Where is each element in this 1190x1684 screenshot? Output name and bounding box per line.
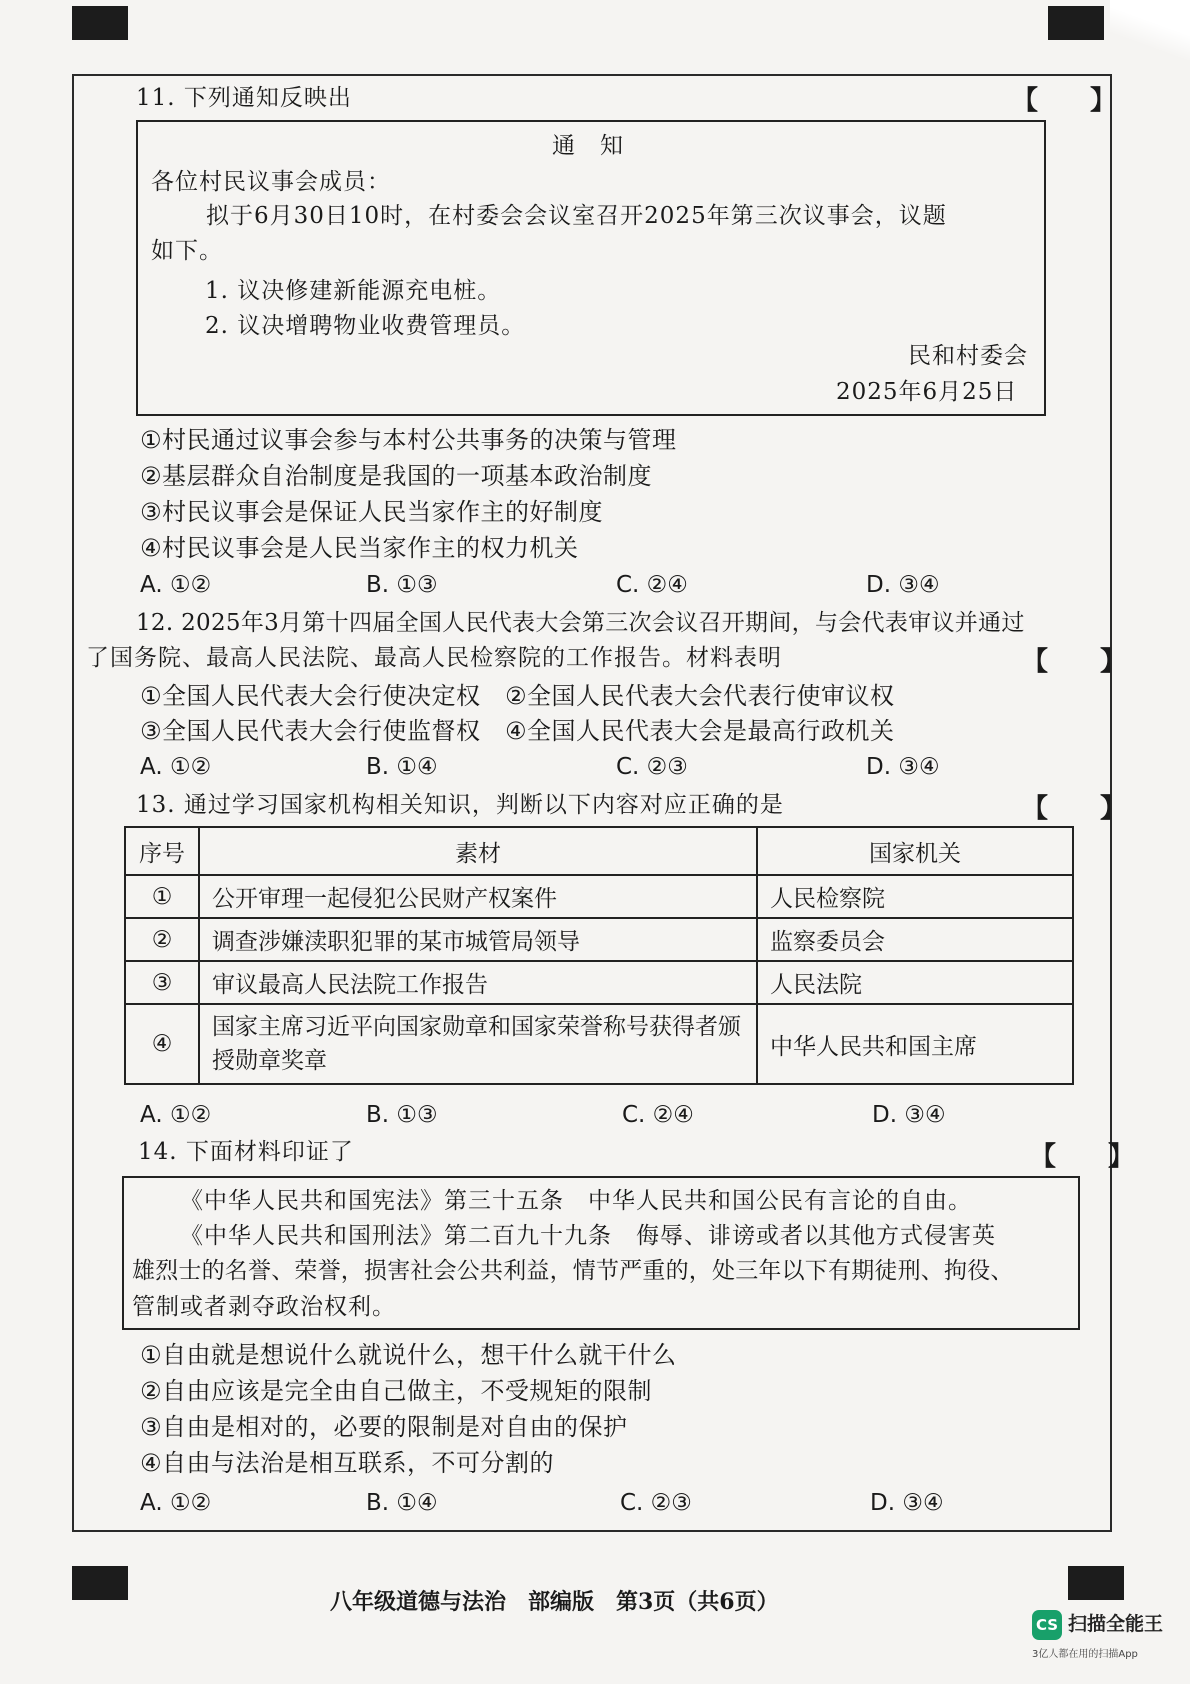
q14-material-line1: 《中华人民共和国宪法》第三十五条 中华人民共和国公民有言论的自由。 xyxy=(180,1188,972,1214)
row-agency: 监察委员会 xyxy=(757,918,1073,961)
row-agency: 中华人民共和国主席 xyxy=(757,1004,1073,1084)
registration-mark-top-left xyxy=(72,6,128,40)
q13-stem: 13. 通过学习国家机构相关知识，判断以下内容对应正确的是 xyxy=(136,792,784,818)
notice-date: 2025年6月25日 xyxy=(836,379,1018,405)
q14-statement-2: ②自由应该是完全由自己做主，不受规矩的限制 xyxy=(140,1377,653,1405)
q11-statement-1: ①村民通过议事会参与本村公共事务的决策与管理 xyxy=(140,426,677,454)
q11-notice-box xyxy=(136,120,1046,416)
q13-table xyxy=(124,826,1074,1085)
row-number: ③ xyxy=(125,961,199,1004)
header-number: 序号 xyxy=(125,827,199,875)
notice-title: 通 知 xyxy=(552,133,624,159)
q11-stem: 11. 下列通知反映出 xyxy=(136,85,352,111)
q14-material-line4: 管制或者剥夺政治权利。 xyxy=(132,1294,396,1320)
q12-option-b[interactable]: B. ①④ xyxy=(366,754,438,780)
q12-option-c[interactable]: C. ②③ xyxy=(616,754,688,780)
table-row xyxy=(125,1004,1073,1084)
table-header-row xyxy=(125,827,1073,875)
registration-mark-top-right xyxy=(1048,6,1104,40)
table-row xyxy=(125,875,1073,918)
q13-option-d[interactable]: D. ③④ xyxy=(872,1102,946,1128)
table-row xyxy=(125,961,1073,1004)
q14-statement-1: ①自由就是想说什么就说什么，想干什么就干什么 xyxy=(140,1341,677,1369)
header-material: 素材 xyxy=(199,827,757,875)
q14-option-d[interactable]: D. ③④ xyxy=(870,1490,944,1516)
q12-statements-row2: ③全国人民代表大会行使监督权 ④全国人民代表大会是最高行政机关 xyxy=(140,717,895,745)
row-material: 公开审理一起侵犯公民财产权案件 xyxy=(199,875,757,918)
q14-option-a[interactable]: A. ①② xyxy=(140,1490,212,1516)
q13-option-a[interactable]: A. ①② xyxy=(140,1102,212,1128)
q14-stem: 14. 下面材料印证了 xyxy=(138,1139,354,1165)
camscanner-name: 扫描全能王 xyxy=(1068,1613,1164,1635)
table-row xyxy=(125,918,1073,961)
q14-material-line3: 雄烈士的名誉、荣誉，损害社会公共利益，情节严重的，处三年以下有期徒刑、拘役、 xyxy=(132,1258,1014,1284)
row-material: 国家主席习近平向国家勋章和国家荣誉称号获得者颁授勋章奖章 xyxy=(199,1004,757,1084)
q14-statement-3: ③自由是相对的，必要的限制是对自由的保护 xyxy=(140,1413,628,1441)
q14-answer-bracket: 【 】 xyxy=(1030,1142,1135,1172)
q11-statement-4: ④村民议事会是人民当家作主的权力机关 xyxy=(140,534,579,562)
q12-statements-row1: ①全国人民代表大会行使决定权 ②全国人民代表大会代表行使审议权 xyxy=(140,682,895,710)
notice-signer: 民和村委会 xyxy=(908,343,1028,369)
notice-item-2: 2. 议决增聘物业收费管理员。 xyxy=(205,313,526,339)
q12-option-a[interactable]: A. ①② xyxy=(140,754,212,780)
registration-mark-bottom-right xyxy=(1068,1566,1124,1600)
row-agency: 人民法院 xyxy=(757,961,1073,1004)
q14-option-c[interactable]: C. ②③ xyxy=(620,1490,692,1516)
notice-body-line1: 拟于6月30日10时，在村委会会议室召开2025年第三次议事会，议题 xyxy=(206,203,947,229)
q14-statement-4: ④自由与法治是相互联系，不可分割的 xyxy=(140,1449,555,1477)
q11-option-a[interactable]: A. ①② xyxy=(140,572,212,598)
q14-material-line2: 《中华人民共和国刑法》第二百九十九条 侮辱、诽谤或者以其他方式侵害英 xyxy=(180,1223,996,1249)
row-number: ④ xyxy=(125,1004,199,1084)
q12-option-d[interactable]: D. ③④ xyxy=(866,754,940,780)
row-agency: 人民检察院 xyxy=(757,875,1073,918)
q11-option-b[interactable]: B. ①③ xyxy=(366,572,438,598)
q11-option-c[interactable]: C. ②④ xyxy=(616,572,688,598)
notice-salutation: 各位村民议事会成员： xyxy=(151,169,391,195)
row-number: ② xyxy=(125,918,199,961)
row-number: ① xyxy=(125,875,199,918)
header-agency: 国家机关 xyxy=(757,827,1073,875)
q11-option-d[interactable]: D. ③④ xyxy=(866,572,940,598)
camscanner-tagline: 3亿人都在用的扫描App xyxy=(1032,1649,1138,1660)
q13-option-c[interactable]: C. ②④ xyxy=(622,1102,694,1128)
q11-answer-bracket: 【 】 xyxy=(1012,86,1117,116)
notice-item-1: 1. 议决修建新能源充电桩。 xyxy=(205,278,502,304)
q12-answer-bracket: 【 】 xyxy=(1022,647,1127,677)
q12-stem-line1: 12. 2025年3月第十四届全国人民代表大会第三次会议召开期间，与会代表审议并通过 xyxy=(136,610,1025,636)
q12-stem-line2: 了国务院、最高人民法院、最高人民检察院的工作报告。材料表明 xyxy=(86,645,782,671)
scan-corner-glare xyxy=(1110,0,1190,60)
camscanner-logo-icon: CS xyxy=(1032,1610,1062,1640)
registration-mark-bottom-left xyxy=(72,1566,128,1600)
q11-statement-2: ②基层群众自治制度是我国的一项基本政治制度 xyxy=(140,462,653,490)
notice-body-line2: 如下。 xyxy=(151,238,223,264)
q14-option-b[interactable]: B. ①④ xyxy=(366,1490,438,1516)
q13-option-b[interactable]: B. ①③ xyxy=(366,1102,438,1128)
q13-answer-bracket: 【 】 xyxy=(1022,794,1127,824)
row-material: 调查涉嫌渎职犯罪的某市城管局领导 xyxy=(199,918,757,961)
row-material: 审议最高人民法院工作报告 xyxy=(199,961,757,1004)
q11-statement-3: ③村民议事会是保证人民当家作主的好制度 xyxy=(140,498,604,526)
page-footer: 八年级道德与法治 部编版 第3页（共6页） xyxy=(330,1589,779,1615)
